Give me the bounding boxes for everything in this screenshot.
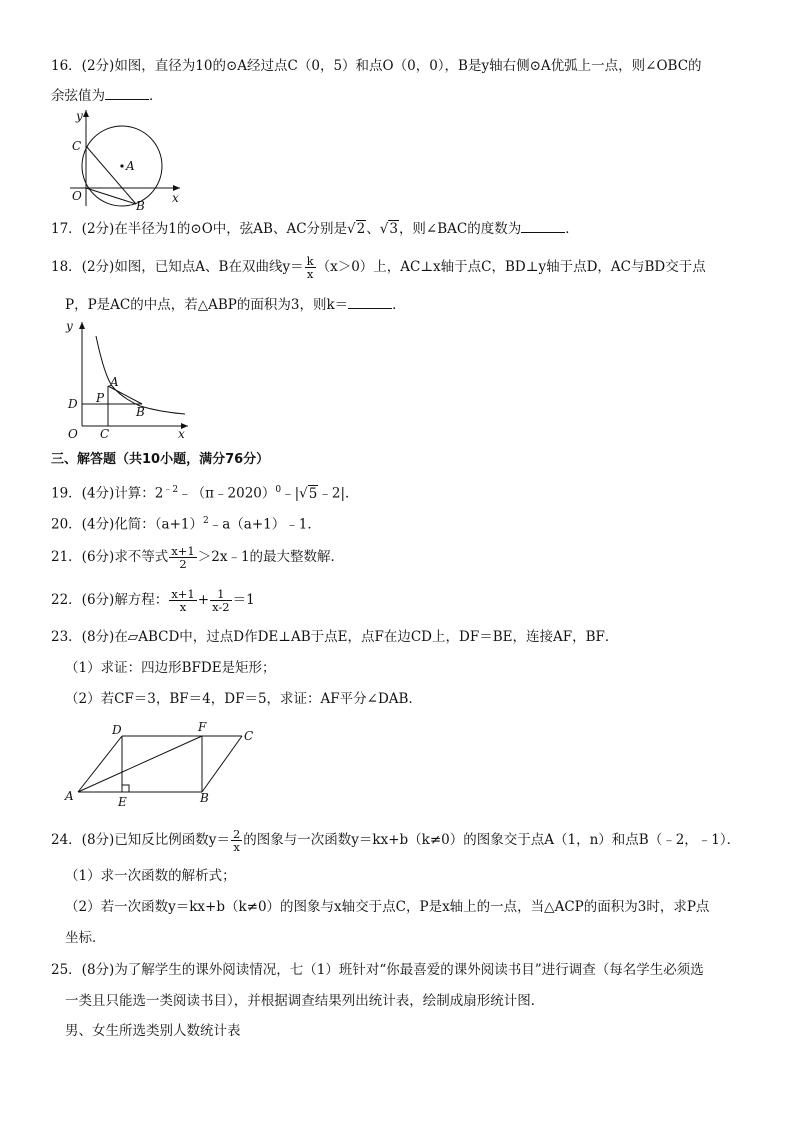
q20-text-post: ﹣a（a+1）﹣1． [208, 516, 321, 533]
q20-number: 20．(4分) [51, 516, 115, 533]
q24-part2: （2）若一次函数y＝kx+b（k≠0）的图象与x轴交于点C，P是x轴上的一点，当△ACP的面积为3时，求P点 [65, 899, 710, 915]
q19-line: 19．(4分)计算：$2^{﹣2}﹣(\pi﹣2020)^0﹣|√5﹣2|$． [51, 485, 359, 502]
q19-text-mid: ﹣（π﹣2020） [178, 485, 276, 502]
q23-fig-label-e: E [118, 795, 127, 809]
q17-sep: 、 [366, 221, 380, 237]
q18-number: 18．(2分) [51, 259, 115, 275]
q25-text: 为了解学生的课外阅读情况，七（1）班针对“你最喜爱的课外阅读书目”进行调查（每名学生必须选 [114, 962, 704, 978]
q23-fig-label-f: F [198, 720, 207, 734]
q18-tail: ． [392, 297, 406, 313]
q25-table-title: 男、女生所选类别人数统计表 [65, 1023, 241, 1039]
q21-text: 求不等式 [114, 549, 169, 565]
q18-figure [60, 316, 200, 441]
q18-line1 [51, 255, 706, 280]
q19-text: 计算：2 [114, 485, 164, 502]
q18-text-post: （x＞0）上，AC⊥x轴于点C，BD⊥y轴于点D，AC与BD交于点 [316, 259, 706, 275]
q23-fig-label-a: A [65, 789, 74, 803]
q16-text: 如图，直径为10的⊙A经过点C（0，5）和点O（0，0），B是y轴右侧⊙A优弧上一点，则∠OBC的 [114, 58, 702, 74]
q20-text: 化简：（a+1） [114, 516, 204, 533]
q20-line [51, 511, 321, 535]
q25-line1 [51, 960, 704, 980]
q23-line1 [51, 627, 618, 647]
q17-radicand-2: 3 [389, 221, 398, 237]
q24-text: 已知反比例函数y＝ [114, 832, 230, 848]
q17-text-post: ，则∠BAC的度数为 [398, 221, 522, 237]
q18-fig-label-d: D [68, 397, 78, 411]
q18-text2: P，P是AC的中点，若△ABP的面积为3，则k＝ [65, 297, 349, 313]
fraction-denominator: 2 [179, 557, 187, 571]
fraction-numerator: x+1 [171, 587, 195, 601]
q22-line [51, 588, 255, 613]
q19-exponent-2: 0 [275, 485, 282, 495]
q23-part2: （2）若CF＝3，BF＝4，DF＝5，求证：AF平分∠DAB． [65, 691, 422, 707]
q18-fig-label-a: A [110, 375, 119, 389]
q16-fig-label-c: C [72, 139, 82, 153]
q16-tail: ． [149, 88, 163, 104]
fraction-denominator: x [179, 600, 187, 614]
q18-fig-label-b: B [136, 405, 145, 419]
q22-text-post: ＝1 [232, 592, 255, 608]
q24-line1 [51, 828, 740, 853]
q16-line1 [51, 56, 702, 76]
answer-blank [105, 86, 149, 100]
fraction-denominator: x [233, 840, 240, 854]
answer-blank [348, 295, 392, 309]
q17-line: 17．(2分)在半径为1的⊙O中，弦AB、AC分别是√2、√3，则∠BAC的度数为 ． [51, 221, 579, 237]
q24-part2-cont: 坐标． [65, 930, 106, 946]
q22-number: 22．(6分) [51, 592, 115, 608]
q17-text: 在半径为1的⊙O中，弦AB、AC分别是 [114, 221, 348, 237]
q21-line [51, 545, 344, 570]
q16-fig-label-b: B [136, 199, 145, 211]
q21-fraction [169, 545, 196, 570]
q20-exponent: 2 [203, 516, 209, 526]
q16-fig-label-a: A [126, 159, 135, 173]
q18-text: 如图，已知点A、B在双曲线y＝ [114, 259, 304, 275]
fraction-denominator: x-2 [212, 600, 230, 614]
q25-number: 25．(8分) [51, 962, 115, 978]
q18-fig-label-c: C [100, 427, 110, 441]
section-heading: 三、解答题（共10小题，满分76分） [51, 452, 270, 467]
q23-fig-label-b: B [200, 791, 209, 805]
q19-radicand: 5 [308, 485, 318, 502]
fraction-numerator: k [306, 254, 314, 268]
q16-number: 16．(2分) [51, 58, 115, 74]
q18-fraction [305, 255, 316, 280]
q18-fig-label-o: O [68, 427, 78, 441]
q19-exponent-1: ﹣2 [163, 485, 179, 495]
q18-fig-label-x: x [178, 427, 185, 441]
q19-text-post: ﹣2|． [318, 485, 359, 502]
q22-fraction-2 [210, 588, 232, 613]
q23-fig-label-c: C [244, 729, 254, 743]
q23-text: 在▱ABCD中，过点D作DE⊥AB于点E，点F在边CD上，DF＝BE，连接AF，BF． [114, 629, 619, 645]
q19-number: 19．(4分) [51, 485, 115, 502]
q23-figure [60, 716, 260, 811]
q17-radicand-1: 2 [356, 221, 366, 237]
answer-blank [521, 219, 565, 233]
q16-text2: 余弦值为 [51, 88, 105, 104]
q21-number: 21．(6分) [51, 549, 115, 565]
fraction-numerator: 1 [210, 588, 232, 601]
q24-part1: （1）求一次函数的解析式； [65, 868, 236, 884]
q21-text-post: ＞2x﹣1的最大整数解． [197, 549, 345, 565]
q22-plus: + [197, 592, 210, 608]
q23-fig-label-d: D [112, 723, 122, 737]
q16-fig-label-x: x [172, 191, 179, 205]
q24-text-post: 的图象与一次函数y＝kx+b（k≠0）的图象交于点A（1，n）和点B（﹣2，﹣1）． [243, 832, 741, 848]
q16-figure [60, 106, 185, 211]
q18-fig-label-y: y [66, 319, 73, 333]
q24-number: 24．(8分) [51, 832, 115, 848]
q16-fig-label-y: y [76, 109, 83, 123]
q23-part1: （1）求证：四边形BFDE是矩形； [65, 660, 276, 676]
q17-tail: ． [565, 221, 579, 237]
q24-fraction [231, 828, 242, 853]
q17-number: 17．(2分) [51, 221, 115, 237]
fraction-numerator: 2 [232, 827, 241, 841]
q16-line2 [51, 86, 163, 106]
q22-fraction-1 [169, 588, 196, 613]
fraction-denominator: x [306, 267, 314, 281]
q19-text-mid2: ﹣| [281, 485, 300, 502]
q18-fig-label-p: P [96, 391, 105, 405]
fraction-numerator: x+1 [171, 544, 195, 558]
q16-fig-label-o: O [72, 189, 82, 203]
q23-number: 23．(8分) [51, 629, 115, 645]
q18-line2 [65, 295, 406, 315]
q22-text: 解方程： [114, 592, 169, 608]
q25-line2: 一类且只能选一类阅读书目），并根据调查结果列出统计表，绘制成扇形统计图． [65, 993, 545, 1009]
